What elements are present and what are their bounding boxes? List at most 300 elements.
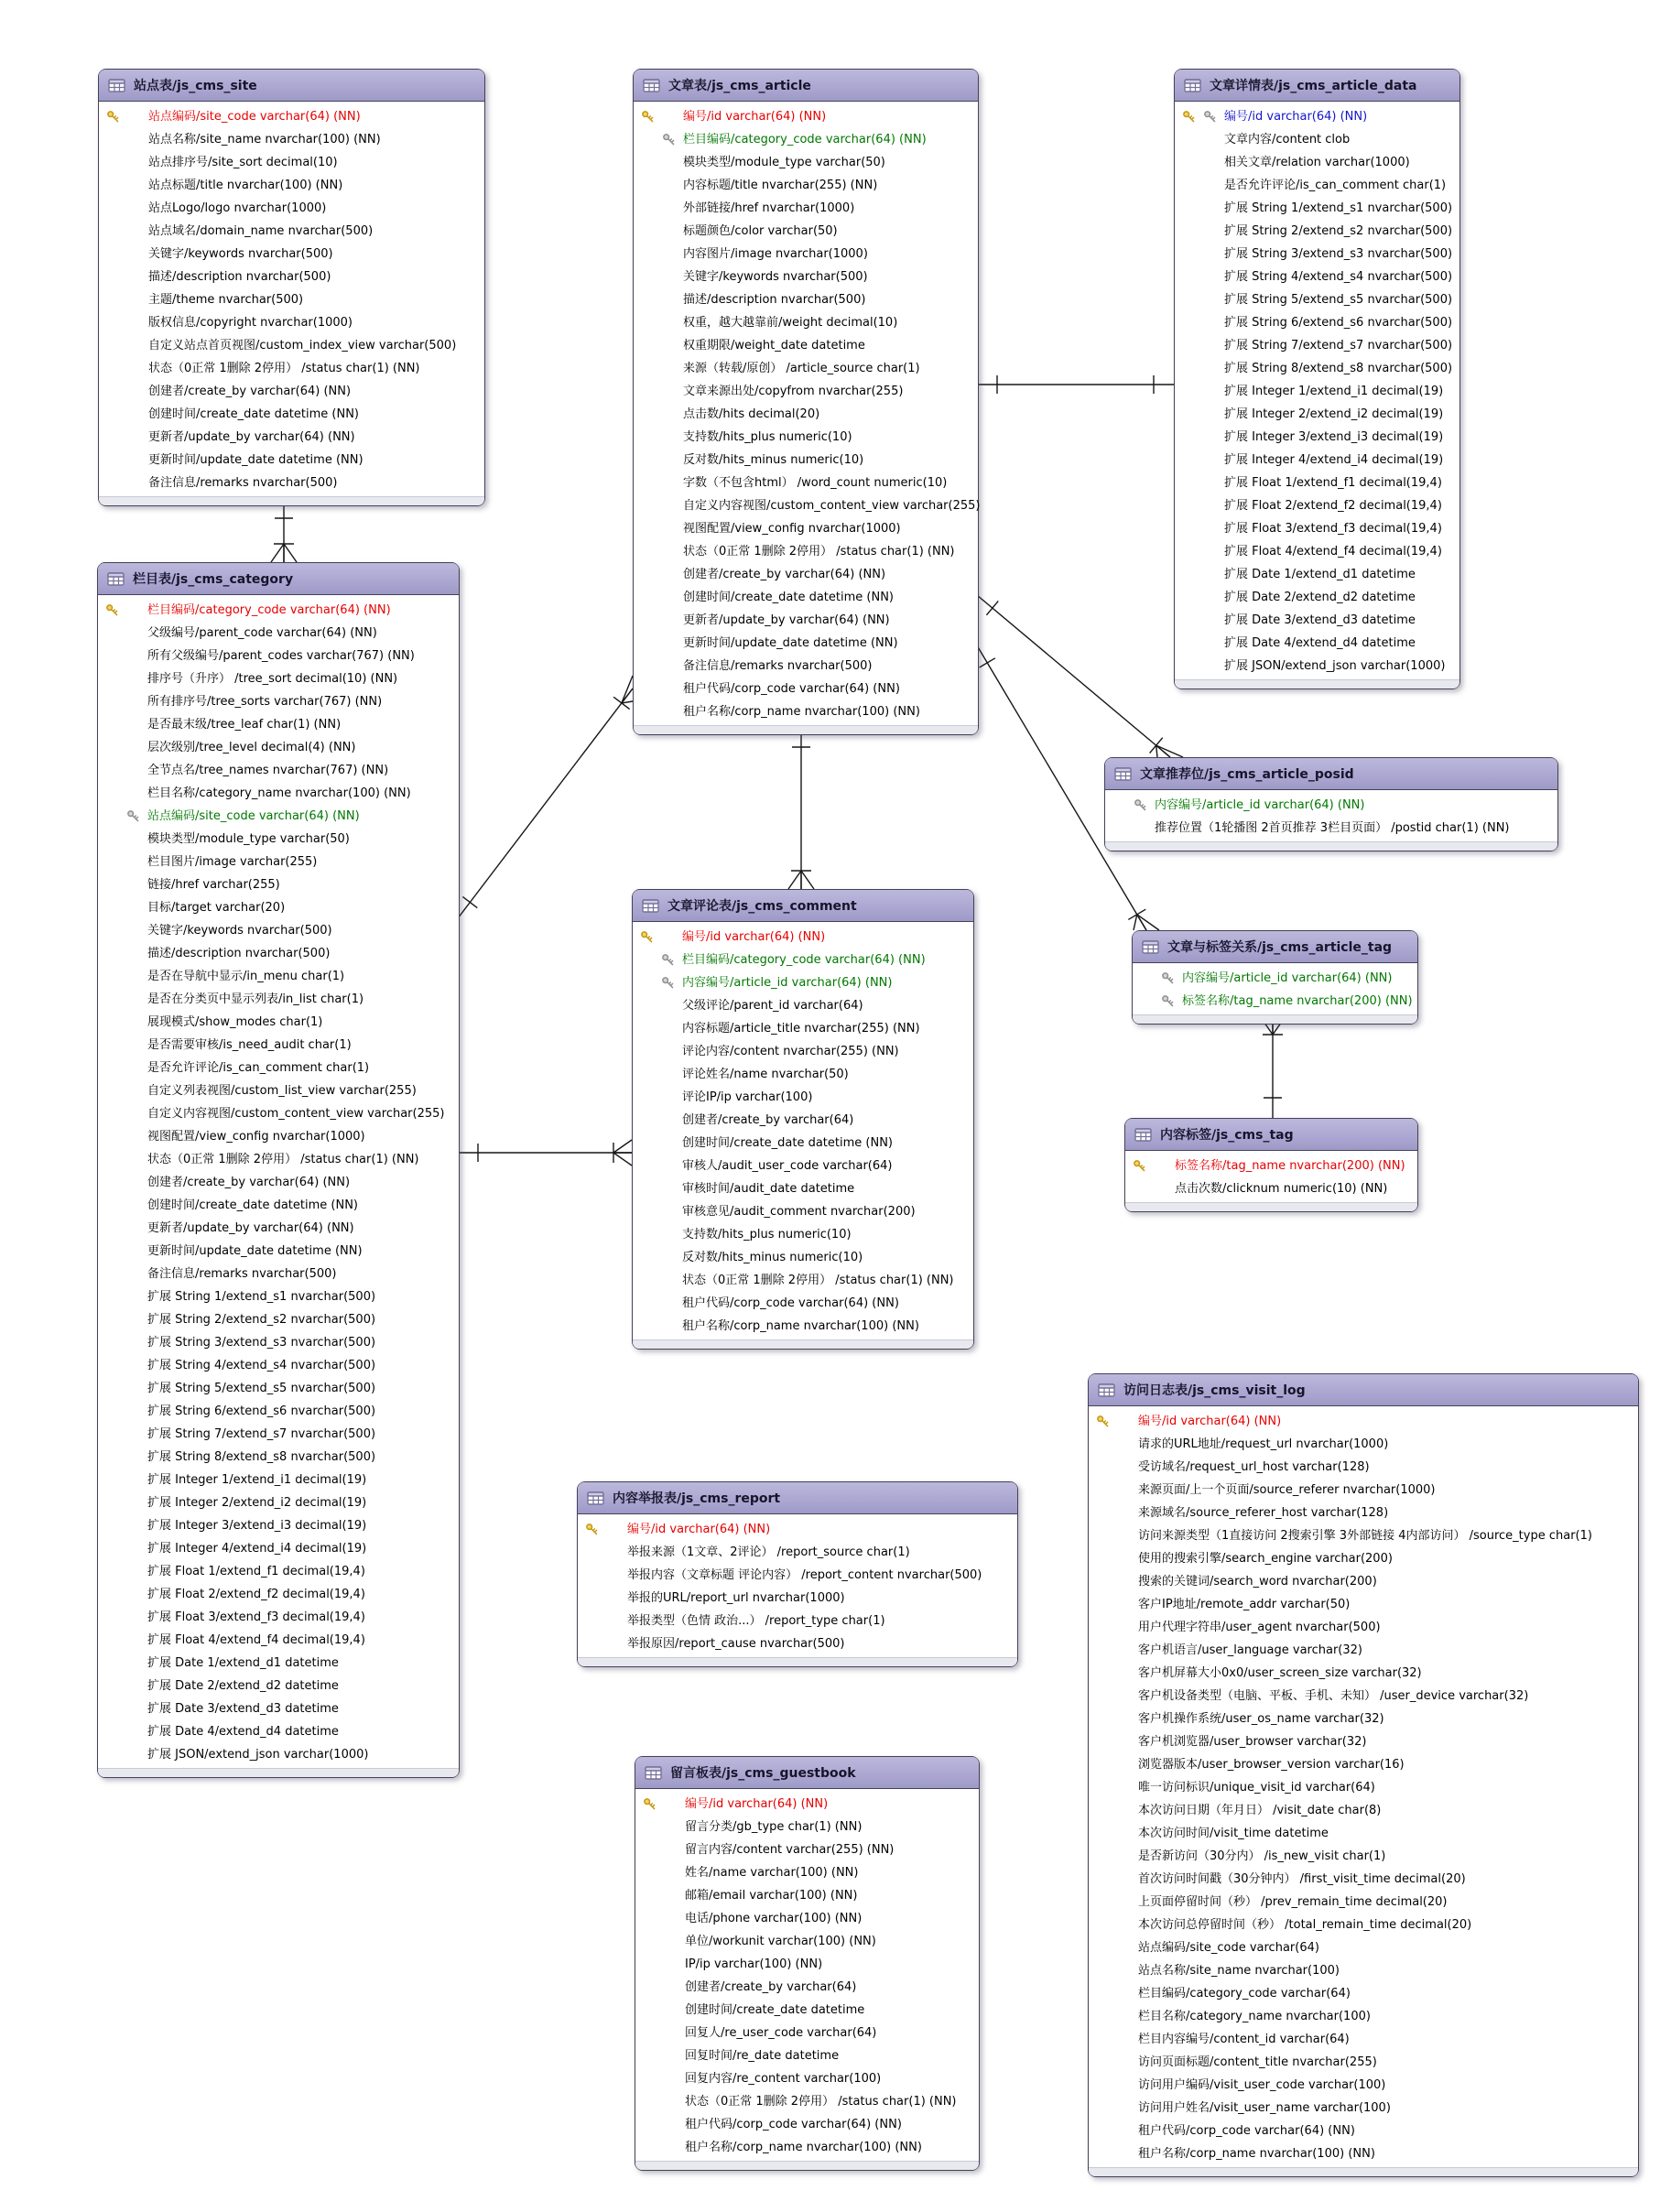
- field-text: 租户名称/corp_name nvarchar(100) (NN): [683, 705, 920, 719]
- field-row[interactable]: [99, 243, 484, 266]
- foreign-key-icon: [1161, 971, 1175, 985]
- field-row[interactable]: [634, 151, 978, 174]
- field-row[interactable]: [633, 1269, 973, 1292]
- field-row[interactable]: [98, 1285, 459, 1308]
- field-row[interactable]: [633, 926, 973, 949]
- field-row[interactable]: [634, 540, 978, 563]
- field-row[interactable]: [1089, 1776, 1638, 1799]
- field-row[interactable]: [634, 243, 978, 266]
- field-text: 访问用户姓名/visit_user_name varchar(100): [1138, 2101, 1391, 2115]
- field-row[interactable]: [98, 1652, 459, 1675]
- field-row[interactable]: [634, 288, 978, 311]
- field-row[interactable]: [99, 105, 484, 128]
- field-row[interactable]: [1175, 494, 1459, 517]
- entity-header-js_cms_comment[interactable]: [633, 890, 973, 922]
- entity-js_cms_comment[interactable]: [632, 889, 974, 1350]
- field-row[interactable]: [1089, 1456, 1638, 1479]
- field-row[interactable]: [98, 1629, 459, 1652]
- field-text: 租户代码/corp_code varchar(64) (NN): [683, 682, 900, 696]
- field-text: IP/ip varchar(100) (NN): [685, 1957, 823, 1971]
- entity-header-js_cms_article[interactable]: [634, 70, 978, 102]
- field-row[interactable]: [98, 896, 459, 919]
- entity-header-js_cms_article_tag[interactable]: [1133, 931, 1417, 963]
- field-row[interactable]: [634, 174, 978, 197]
- field-text: 点击数/hits decimal(20): [683, 407, 820, 421]
- field-text: 栏目图片/image varchar(255): [147, 855, 318, 869]
- field-row[interactable]: [635, 1884, 979, 1907]
- field-text: 所有排序号/tree_sorts varchar(767) (NN): [147, 695, 383, 709]
- field-row[interactable]: [1089, 1891, 1638, 1914]
- field-row[interactable]: [98, 690, 459, 713]
- field-row[interactable]: [98, 667, 459, 690]
- field-row[interactable]: [98, 1240, 459, 1263]
- entity-title: 站点表/js_cms_site: [134, 79, 257, 93]
- field-row[interactable]: [1089, 1982, 1638, 2005]
- field-row[interactable]: [98, 1102, 459, 1125]
- field-row[interactable]: [1089, 1936, 1638, 1959]
- field-row[interactable]: [1089, 1524, 1638, 1547]
- field-text: 扩展 Float 2/extend_f2 decimal(19,4): [147, 1588, 365, 1601]
- table-icon: [1184, 79, 1201, 92]
- field-row[interactable]: [99, 472, 484, 494]
- field-row[interactable]: [98, 1034, 459, 1057]
- foreign-key-icon: [661, 976, 675, 990]
- field-row[interactable]: [633, 1132, 973, 1155]
- field-text: 站点编码/site_code varchar(64) (NN): [147, 809, 360, 823]
- field-row[interactable]: [1175, 609, 1459, 632]
- field-row[interactable]: [99, 380, 484, 403]
- field-row[interactable]: [633, 1223, 973, 1246]
- field-row[interactable]: [98, 1423, 459, 1446]
- field-row[interactable]: [99, 426, 484, 449]
- field-row[interactable]: [578, 1564, 1017, 1587]
- entity-js_cms_article_data[interactable]: [1174, 69, 1460, 689]
- field-text: 内容图片/image nvarchar(1000): [683, 247, 868, 261]
- field-row[interactable]: [99, 357, 484, 380]
- field-row[interactable]: [99, 334, 484, 357]
- entity-title: 访问日志表/js_cms_visit_log: [1123, 1383, 1306, 1398]
- primary-key-icon: [1096, 1415, 1110, 1428]
- field-row[interactable]: [98, 1560, 459, 1583]
- field-row[interactable]: [633, 1315, 973, 1338]
- entity-js_cms_visit_log[interactable]: [1088, 1373, 1639, 2177]
- entity-header-js_cms_category[interactable]: [98, 563, 459, 595]
- field-row[interactable]: [635, 1976, 979, 1999]
- field-row[interactable]: [1175, 426, 1459, 449]
- field-row[interactable]: [635, 2090, 979, 2113]
- field-row[interactable]: [98, 851, 459, 873]
- field-text: 自定义列表视图/custom_list_view varchar(255): [147, 1084, 417, 1098]
- field-row[interactable]: [98, 965, 459, 988]
- field-row[interactable]: [99, 449, 484, 472]
- field-row[interactable]: [633, 1246, 973, 1269]
- field-text: 站点标题/title nvarchar(100) (NN): [148, 179, 343, 192]
- field-row[interactable]: [98, 782, 459, 805]
- field-text: 回复人/re_user_code varchar(64): [685, 2026, 877, 2040]
- field-row[interactable]: [634, 678, 978, 700]
- field-row[interactable]: [98, 759, 459, 782]
- entity-header-js_cms_site[interactable]: [99, 70, 484, 102]
- field-text: 电话/phone varchar(100) (NN): [685, 1912, 863, 1925]
- field-text: 扩展 String 3/extend_s3 nvarchar(500): [1224, 247, 1453, 261]
- field-row[interactable]: [633, 1155, 973, 1177]
- field-text: 文章内容/content clob: [1224, 133, 1351, 146]
- field-row[interactable]: [633, 971, 973, 994]
- field-row[interactable]: [1175, 311, 1459, 334]
- field-text: 视图配置/view_config nvarchar(1000): [147, 1130, 365, 1144]
- entity-js_cms_article[interactable]: [633, 69, 979, 735]
- field-row[interactable]: [1133, 990, 1417, 1013]
- field-row[interactable]: [635, 2022, 979, 2044]
- field-row[interactable]: [634, 517, 978, 540]
- field-row[interactable]: [634, 380, 978, 403]
- field-text: 扩展 Integer 4/extend_i4 decimal(19): [1224, 453, 1444, 467]
- field-row[interactable]: [1175, 197, 1459, 220]
- field-row[interactable]: [633, 1017, 973, 1040]
- field-row[interactable]: [634, 197, 978, 220]
- field-row[interactable]: [633, 949, 973, 971]
- field-row[interactable]: [99, 266, 484, 288]
- entity-field-list: [578, 1514, 1017, 1657]
- field-row[interactable]: [98, 1697, 459, 1720]
- field-row[interactable]: [98, 873, 459, 896]
- field-row[interactable]: [633, 1040, 973, 1063]
- field-row[interactable]: [1105, 794, 1557, 817]
- field-text: 站点名称/site_name nvarchar(100): [1138, 1964, 1340, 1978]
- field-row[interactable]: [98, 1675, 459, 1697]
- foreign-key-icon: [1203, 110, 1217, 124]
- field-text: 评论姓名/name nvarchar(50): [682, 1068, 849, 1081]
- field-row[interactable]: [635, 1930, 979, 1953]
- field-row[interactable]: [578, 1518, 1017, 1541]
- field-row[interactable]: [98, 1469, 459, 1491]
- field-row[interactable]: [635, 1953, 979, 1976]
- entity-footer: [634, 725, 978, 734]
- field-row[interactable]: [1089, 1959, 1638, 1982]
- field-row[interactable]: [1089, 2005, 1638, 2028]
- field-text: 扩展 Integer 1/extend_i1 decimal(19): [1224, 385, 1444, 398]
- field-row[interactable]: [578, 1632, 1017, 1655]
- field-row[interactable]: [1175, 288, 1459, 311]
- field-row[interactable]: [633, 1292, 973, 1315]
- entity-field-list: [1125, 1151, 1417, 1202]
- field-text: 客户机设备类型（电脑、平板、手机、未知） /user_device varchar(32): [1138, 1689, 1529, 1703]
- field-row[interactable]: [98, 1057, 459, 1079]
- field-row[interactable]: [98, 1400, 459, 1423]
- field-row[interactable]: [98, 1217, 459, 1240]
- field-row[interactable]: [98, 645, 459, 667]
- field-text: 创建者/create_by varchar(64) (NN): [683, 568, 886, 581]
- field-row[interactable]: [633, 1109, 973, 1132]
- field-text: 邮箱/email varchar(100) (NN): [685, 1889, 858, 1903]
- field-row[interactable]: [635, 1793, 979, 1816]
- field-row[interactable]: [1175, 586, 1459, 609]
- field-row[interactable]: [634, 700, 978, 723]
- field-text: 栏目名称/category_name nvarchar(100): [1138, 2010, 1371, 2023]
- field-row[interactable]: [1089, 1685, 1638, 1708]
- field-row[interactable]: [1175, 380, 1459, 403]
- field-row[interactable]: [99, 151, 484, 174]
- field-text: 链接/href varchar(255): [147, 878, 280, 892]
- field-row[interactable]: [99, 403, 484, 426]
- field-row[interactable]: [1089, 1799, 1638, 1822]
- field-row[interactable]: [98, 1079, 459, 1102]
- field-text: 浏览器版本/user_browser_version varchar(16): [1138, 1758, 1405, 1772]
- field-text: 支持数/hits_plus numeric(10): [683, 430, 852, 444]
- field-row[interactable]: [98, 988, 459, 1011]
- field-row[interactable]: [578, 1587, 1017, 1610]
- field-row[interactable]: [99, 220, 484, 243]
- field-row[interactable]: [1089, 2142, 1638, 2165]
- field-row[interactable]: [635, 2044, 979, 2067]
- field-text: 租户代码/corp_code varchar(64) (NN): [682, 1296, 899, 1310]
- entity-header-js_cms_article_posid[interactable]: [1105, 758, 1557, 790]
- field-text: 自定义内容视图/custom_content_view varchar(255): [147, 1107, 445, 1121]
- field-row[interactable]: [634, 426, 978, 449]
- field-row[interactable]: [635, 1861, 979, 1884]
- field-text: 扩展 Float 3/extend_f3 decimal(19,4): [147, 1610, 365, 1624]
- field-row[interactable]: [1175, 655, 1459, 678]
- entity-js_cms_article_posid[interactable]: [1104, 757, 1558, 851]
- field-row[interactable]: [98, 1171, 459, 1194]
- field-row[interactable]: [1089, 1502, 1638, 1524]
- field-row[interactable]: [1105, 817, 1557, 840]
- field-row[interactable]: [1089, 1730, 1638, 1753]
- field-row[interactable]: [1133, 967, 1417, 990]
- field-row[interactable]: [634, 105, 978, 128]
- field-row[interactable]: [98, 1148, 459, 1171]
- field-row[interactable]: [634, 472, 978, 494]
- field-row[interactable]: [1089, 2097, 1638, 2120]
- field-row[interactable]: [98, 1194, 459, 1217]
- field-text: 备注信息/remarks nvarchar(500): [147, 1267, 337, 1281]
- field-row[interactable]: [1089, 1616, 1638, 1639]
- field-row[interactable]: [1089, 2028, 1638, 2051]
- field-row[interactable]: [99, 197, 484, 220]
- field-text: 扩展 Float 3/extend_f3 decimal(19,4): [1224, 522, 1442, 536]
- entity-header-js_cms_report[interactable]: [578, 1482, 1017, 1514]
- field-row[interactable]: [98, 1263, 459, 1285]
- field-text: 访问来源类型（1直接访问 2搜索引擎 3外部链接 4内部访问） /source_type char(1): [1138, 1529, 1592, 1543]
- field-text: 扩展 Float 2/extend_f2 decimal(19,4): [1224, 499, 1442, 513]
- field-text: 举报来源（1文章、2评论） /report_source char(1): [627, 1545, 910, 1559]
- field-row[interactable]: [1089, 1639, 1638, 1662]
- field-text: 编号/id varchar(64) (NN): [685, 1797, 829, 1811]
- field-text: 创建时间/create_date datetime (NN): [147, 1198, 359, 1212]
- field-row[interactable]: [635, 1999, 979, 2022]
- field-text: 扩展 String 3/extend_s3 nvarchar(500): [147, 1336, 376, 1350]
- field-text: 单位/workunit varchar(100) (NN): [685, 1935, 876, 1948]
- field-row[interactable]: [98, 599, 459, 622]
- entity-footer: [635, 2161, 979, 2170]
- entity-header-js_cms_guestbook[interactable]: [635, 1757, 979, 1789]
- field-row[interactable]: [633, 1177, 973, 1200]
- field-row[interactable]: [1175, 472, 1459, 494]
- field-row[interactable]: [634, 128, 978, 151]
- field-row[interactable]: [634, 655, 978, 678]
- field-row[interactable]: [1175, 632, 1459, 655]
- field-text: 视图配置/view_config nvarchar(1000): [683, 522, 901, 536]
- entity-header-js_cms_article_data[interactable]: [1175, 70, 1459, 102]
- field-row[interactable]: [98, 1514, 459, 1537]
- field-row[interactable]: [1175, 517, 1459, 540]
- field-text: 栏目名称/category_name nvarchar(100) (NN): [147, 786, 411, 800]
- field-row[interactable]: [98, 1583, 459, 1606]
- field-row[interactable]: [1175, 220, 1459, 243]
- field-text: 扩展 String 1/extend_s1 nvarchar(500): [1224, 201, 1453, 215]
- field-row[interactable]: [635, 2067, 979, 2090]
- field-text: 客户机浏览器/user_browser varchar(32): [1138, 1735, 1367, 1749]
- field-row[interactable]: [634, 449, 978, 472]
- field-row[interactable]: [1175, 266, 1459, 288]
- field-row[interactable]: [1175, 403, 1459, 426]
- field-row[interactable]: [634, 494, 981, 517]
- field-row[interactable]: [98, 942, 459, 965]
- entity-js_cms_article_tag[interactable]: [1132, 930, 1418, 1025]
- field-row[interactable]: [98, 805, 459, 828]
- field-text: 描述/description nvarchar(500): [148, 270, 331, 284]
- field-row[interactable]: [98, 1125, 459, 1148]
- field-text: 举报内容（文章标题 评论内容） /report_content nvarchar(500): [627, 1568, 982, 1582]
- field-row[interactable]: [633, 1086, 973, 1109]
- field-row[interactable]: [1089, 1410, 1638, 1433]
- entity-field-list: [98, 595, 459, 1768]
- field-row[interactable]: [1175, 243, 1459, 266]
- field-row[interactable]: [635, 2113, 979, 2136]
- field-row[interactable]: [1089, 1547, 1638, 1570]
- field-text: 扩展 Float 4/extend_f4 decimal(19,4): [147, 1633, 365, 1647]
- field-row[interactable]: [1089, 1479, 1638, 1502]
- field-text: 扩展 Date 2/extend_d2 datetime: [1224, 591, 1416, 604]
- entity-js_cms_report[interactable]: [577, 1481, 1018, 1667]
- field-row[interactable]: [98, 1537, 459, 1560]
- field-row[interactable]: [98, 1720, 459, 1743]
- field-row[interactable]: [634, 266, 978, 288]
- field-row[interactable]: [98, 828, 459, 851]
- field-row[interactable]: [1089, 1914, 1638, 1936]
- field-row[interactable]: [1089, 1593, 1638, 1616]
- field-row[interactable]: [1089, 1662, 1638, 1685]
- field-text: 是否在导航中显示/in_menu char(1): [147, 970, 345, 983]
- field-row[interactable]: [1175, 105, 1459, 128]
- entity-js_cms_tag[interactable]: [1124, 1118, 1418, 1212]
- field-row[interactable]: [1175, 151, 1459, 174]
- field-row[interactable]: [1089, 1845, 1638, 1868]
- field-row[interactable]: [1089, 1708, 1638, 1730]
- entity-js_cms_guestbook[interactable]: [635, 1756, 980, 2171]
- field-text: 内容编号/article_id varchar(64) (NN): [682, 976, 893, 990]
- field-text: 扩展 String 7/extend_s7 nvarchar(500): [147, 1427, 376, 1441]
- primary-key-icon: [640, 930, 654, 944]
- field-text: 扩展 Float 1/extend_f1 decimal(19,4): [1224, 476, 1442, 490]
- field-row[interactable]: [1089, 1822, 1638, 1845]
- field-row[interactable]: [634, 632, 978, 655]
- entity-title: 内容举报表/js_cms_report: [613, 1491, 781, 1506]
- field-text: 租户代码/corp_code varchar(64) (NN): [1138, 2124, 1355, 2138]
- field-row[interactable]: [634, 609, 978, 632]
- field-row[interactable]: [1089, 2120, 1638, 2142]
- field-row[interactable]: [633, 1063, 973, 1086]
- field-row[interactable]: [634, 311, 978, 334]
- entity-js_cms_site[interactable]: [98, 69, 485, 506]
- field-row[interactable]: [578, 1541, 1017, 1564]
- field-row[interactable]: [635, 1816, 979, 1838]
- field-row[interactable]: [1175, 563, 1459, 586]
- field-row[interactable]: [633, 1200, 973, 1223]
- field-row[interactable]: [635, 1838, 979, 1861]
- field-row[interactable]: [1175, 128, 1459, 151]
- field-row[interactable]: [1175, 174, 1459, 197]
- entity-js_cms_category[interactable]: [97, 562, 460, 1778]
- field-row[interactable]: [98, 1308, 459, 1331]
- field-row[interactable]: [634, 586, 978, 609]
- field-text: 字数（不包含html） /word_count numeric(10): [683, 476, 948, 490]
- field-row[interactable]: [1089, 1868, 1638, 1891]
- field-row[interactable]: [1089, 1433, 1638, 1456]
- field-row[interactable]: [98, 622, 459, 645]
- entity-field-list: [1105, 790, 1557, 841]
- field-text: 反对数/hits_minus numeric(10): [683, 453, 864, 467]
- field-row[interactable]: [1125, 1177, 1417, 1200]
- field-row[interactable]: [634, 220, 978, 243]
- field-text: 栏目编码/category_code varchar(64) (NN): [683, 133, 927, 146]
- field-row[interactable]: [98, 1377, 459, 1400]
- field-row[interactable]: [578, 1610, 1017, 1632]
- field-row[interactable]: [1089, 2051, 1638, 2074]
- field-row[interactable]: [98, 1011, 459, 1034]
- field-row[interactable]: [633, 994, 973, 1017]
- field-row[interactable]: [1089, 2074, 1638, 2097]
- field-row[interactable]: [98, 1446, 459, 1469]
- field-row[interactable]: [634, 563, 978, 586]
- field-text: 是否最末级/tree_leaf char(1) (NN): [147, 718, 342, 732]
- field-text: 标签名称/tag_name nvarchar(200) (NN): [1175, 1159, 1405, 1173]
- entity-header-js_cms_tag[interactable]: [1125, 1119, 1417, 1151]
- field-row[interactable]: [98, 1491, 459, 1514]
- entity-header-js_cms_visit_log[interactable]: [1089, 1374, 1638, 1406]
- field-text: 更新者/update_by varchar(64) (NN): [683, 613, 890, 627]
- field-row[interactable]: [634, 403, 978, 426]
- field-row[interactable]: [99, 311, 484, 334]
- field-row[interactable]: [634, 334, 978, 357]
- entity-footer: [98, 1768, 459, 1777]
- field-row[interactable]: [98, 713, 459, 736]
- field-row[interactable]: [635, 2136, 979, 2159]
- field-row[interactable]: [98, 736, 459, 759]
- entity-footer: [1133, 1014, 1417, 1024]
- field-row[interactable]: [1175, 449, 1459, 472]
- field-row[interactable]: [1175, 357, 1459, 380]
- field-row[interactable]: [99, 174, 484, 197]
- field-row[interactable]: [98, 919, 459, 942]
- field-row[interactable]: [1125, 1155, 1417, 1177]
- field-row[interactable]: [1089, 1570, 1638, 1593]
- field-row[interactable]: [99, 128, 484, 151]
- field-row[interactable]: [1089, 1753, 1638, 1776]
- field-row[interactable]: [1175, 334, 1459, 357]
- field-row[interactable]: [98, 1743, 459, 1766]
- field-text: 全节点名/tree_names nvarchar(767) (NN): [147, 764, 389, 777]
- field-text: 创建者/create_by varchar(64): [685, 1980, 857, 1994]
- field-row[interactable]: [98, 1354, 459, 1377]
- field-row[interactable]: [634, 357, 978, 380]
- field-row[interactable]: [635, 1907, 979, 1930]
- field-row[interactable]: [98, 1606, 459, 1629]
- field-row[interactable]: [99, 288, 484, 311]
- field-row[interactable]: [98, 1331, 459, 1354]
- field-text: 创建者/create_by varchar(64) (NN): [147, 1176, 351, 1189]
- field-row[interactable]: [1175, 540, 1459, 563]
